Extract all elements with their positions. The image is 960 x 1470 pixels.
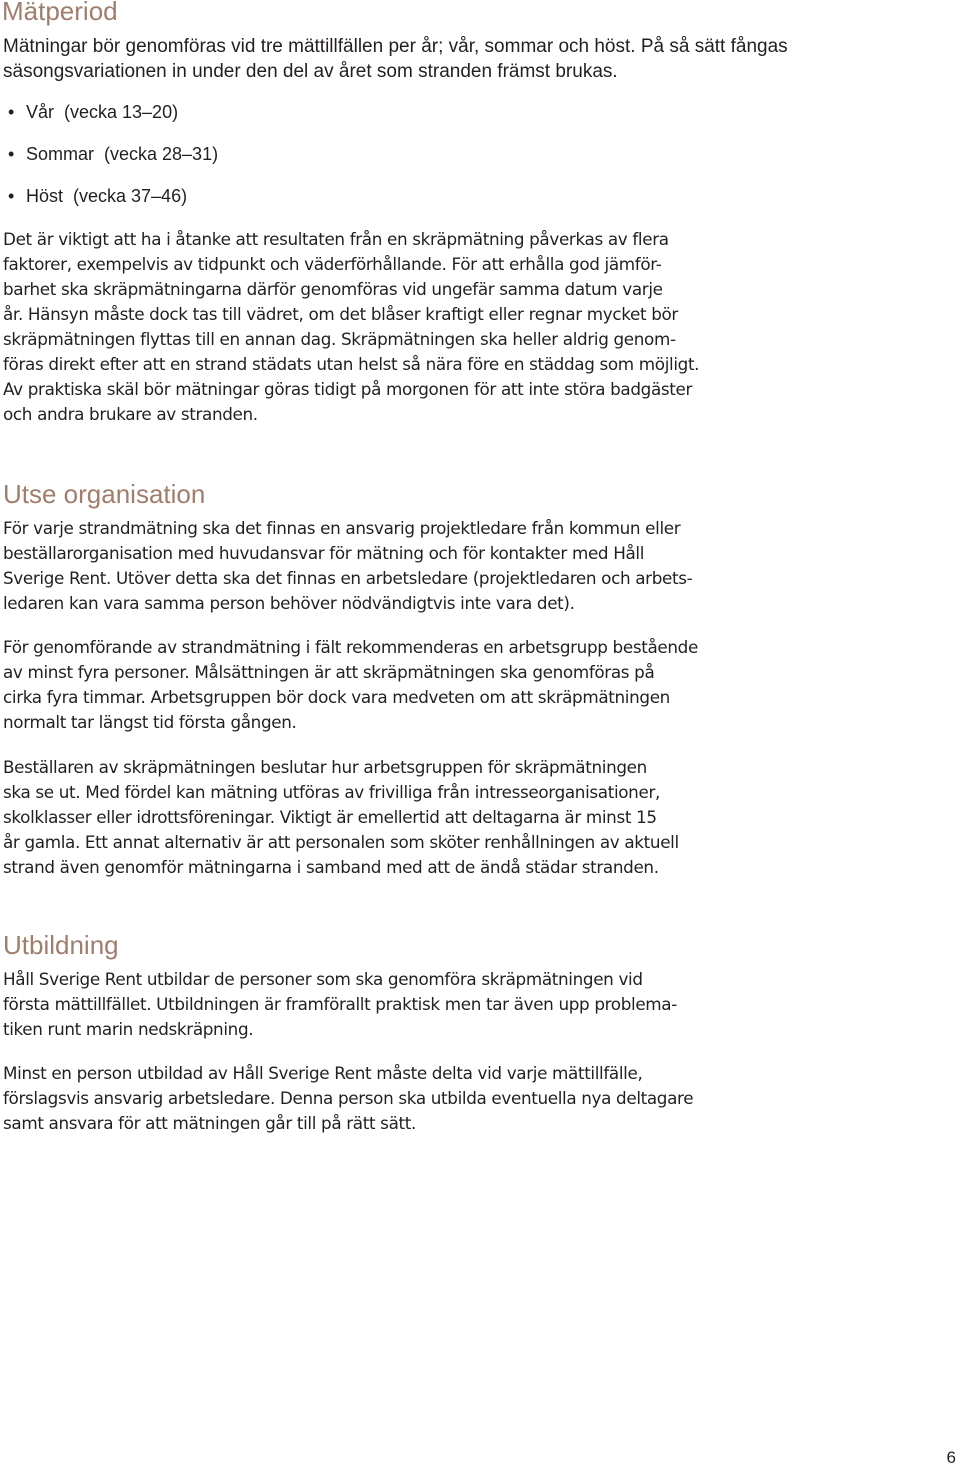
utbildning-paragraph-2: Minst en person utbildad av Håll Sverige Rent måste delta vid varje mättillfälle, förslagsvis ansvarig arbetsledare. Denna person ska utbilda eventuella nya deltagare samt ansvara för att mätningen går till på rätt sätt. bbox=[3, 1063, 694, 1133]
season-item-spring bbox=[8, 100, 218, 142]
bullet-icon: • bbox=[8, 144, 15, 164]
bullet-icon: • bbox=[8, 186, 15, 206]
season-label: Vår (vecka 13–20) bbox=[26, 102, 179, 122]
section-heading-matperiod: Mätperiod bbox=[2, 0, 118, 26]
matperiod-intro: Mätningar bör genomföras vid tre mättillfällen per år; vår, sommar och höst. På så sätt fångas säsongsvariationen in under den del av året som stranden främst brukas. bbox=[3, 36, 788, 82]
utse-paragraph-1: För varje strandmätning ska det finnas en ansvarig projektledare från kommun eller beställarorganisation med huvudansvar för mätning och för kontakter med Håll Sverige Rent. Utöver detta ska det finnas en arbetsledare (projektledaren och arbets- ledaren kan vara samma person behöver nödvändigtvis inte vara det). bbox=[3, 518, 693, 613]
utbildning-paragraph-1: Håll Sverige Rent utbildar de personer som ska genomföra skräpmätningen vid första mättillfället. Utbildningen är framförallt praktisk men tar även upp problema- tiken runt marin nedskräpning. bbox=[3, 969, 677, 1039]
section-heading-utbildning: Utbildning bbox=[3, 930, 119, 960]
bullet-icon: • bbox=[8, 102, 15, 122]
season-label: Höst (vecka 37–46) bbox=[26, 186, 188, 206]
utse-paragraph-2: För genomförande av strandmätning i fält rekommenderas en arbetsgrupp bestående av minst fyra personer. Målsättningen är att skräpmätningen ska genomföras på cirka fyra timmar. Arbetsgruppen bör dock vara medveten om att skräpmätningen normalt tar längst tid första gången. bbox=[3, 637, 698, 732]
utse-paragraph-3: Beställaren av skräpmätningen beslutar hur arbetsgruppen för skräpmätningen ska se ut. Med fördel kan mätning utföras av frivilliga från intresseorganisationer, skolklasser eller idrottsföreningar. Viktigt är emellertid att deltagarna är minst 15 år gamla. Ett annat alternativ är att personalen som sköter renhållningen av aktuell strand även genomför mätningarna i samband med att de ändå städar stranden. bbox=[3, 757, 679, 877]
page-number: 6 bbox=[946, 1448, 956, 1467]
section-heading-utse-organisation: Utse organisation bbox=[3, 479, 206, 509]
season-item-autumn bbox=[8, 184, 218, 226]
matperiod-body: Det är viktigt att ha i åtanke att resultaten från en skräpmätning påverkas av flera faktorer, exempelvis av tidpunkt och väderförhållande. För att erhålla god jämför- barhet ska skräpmätningarna därför genomföras vid ungefär samma datum varje år. Hänsyn måste dock tas till vädret, om det blåser kraftigt eller regnar mycket bör skräpmätningen flyttas till en annan dag. Skräpmätningen ska heller aldrig genom- föras direkt efter att en strand städats utan helst så nära före en städdag som möjligt. Av praktiska skäl bör mätningar göras tidigt på morgonen för att inte störa badgäster och andra brukare av stranden. bbox=[3, 229, 700, 424]
season-list bbox=[8, 100, 218, 226]
season-item-summer bbox=[8, 142, 218, 184]
season-label: Sommar (vecka 28–31) bbox=[26, 144, 219, 164]
